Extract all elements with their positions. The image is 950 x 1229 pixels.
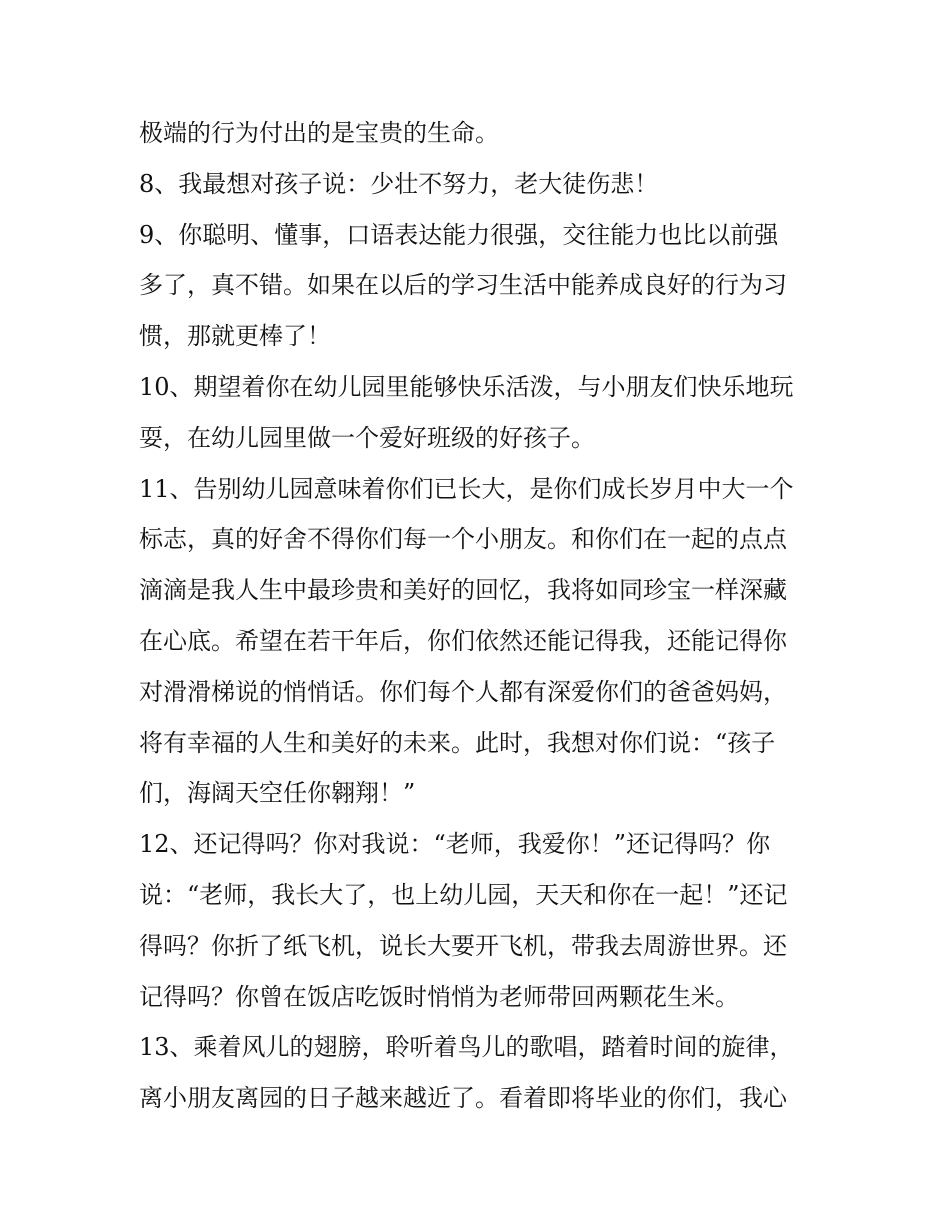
text-line: 12、还记得吗？你对我说：“老师，我爱你！”还记得吗？你 xyxy=(139,830,771,859)
text-line: 对滑滑梯说的悄悄话。你们每个人都有深爱你们的爸爸妈妈， xyxy=(139,677,787,706)
text-line: 们，海阔天空任你翱翔！” xyxy=(139,779,416,808)
text-line: 耍，在幼儿园里做一个爱好班级的好孩子。 xyxy=(139,423,595,452)
text-line: 多了，真不错。如果在以后的学习生活中能养成良好的行为习 xyxy=(139,271,787,300)
text-line: 在心底。希望在若干年后，你们依然还能记得我，还能记得你 xyxy=(139,626,787,655)
text-line: 将有幸福的人生和美好的未来。此时，我想对你们说：“孩子 xyxy=(139,728,776,757)
text-line: 10、期望着你在幼儿园里能够快乐活泼，与小朋友们快乐地玩 xyxy=(139,372,794,401)
text-line: 极端的行为付出的是宝贵的生命。 xyxy=(139,119,499,147)
text-line: 惯，那就更棒了！ xyxy=(139,322,331,351)
text-line: 记得吗？你曾在饭店吃饭时悄悄为老师带回两颗花生米。 xyxy=(139,982,739,1011)
text-line: 离小朋友离园的日子越来越近了。看着即将毕业的你们，我心 xyxy=(139,1084,787,1113)
text-line: 13、乘着风儿的翅膀，聆听着鸟儿的歌唱，踏着时间的旋律， xyxy=(139,1033,794,1062)
text-line: 9、你聪明、懂事，口语表达能力很强，交往能力也比以前强 xyxy=(139,220,779,249)
text-line: 8、我最想对孩子说：少壮不努力，老大徒伤悲！ xyxy=(139,169,659,198)
text-line: 滴滴是我人生中最珍贵和美好的回忆，我将如同珍宝一样深藏 xyxy=(139,576,787,605)
document-body xyxy=(139,108,819,1124)
text-line: 说：“老师，我长大了，也上幼儿园，天天和你在一起！”还记 xyxy=(139,880,788,909)
text-line: 11、告别幼儿园意味着你们已长大，是你们成长岁月中大一个 xyxy=(139,474,794,503)
text-line: 标志，真的好舍不得你们每一个小朋友。和你们在一起的点点 xyxy=(139,525,787,554)
text-line: 得吗？你折了纸飞机，说长大要开飞机，带我去周游世界。还 xyxy=(139,931,787,960)
